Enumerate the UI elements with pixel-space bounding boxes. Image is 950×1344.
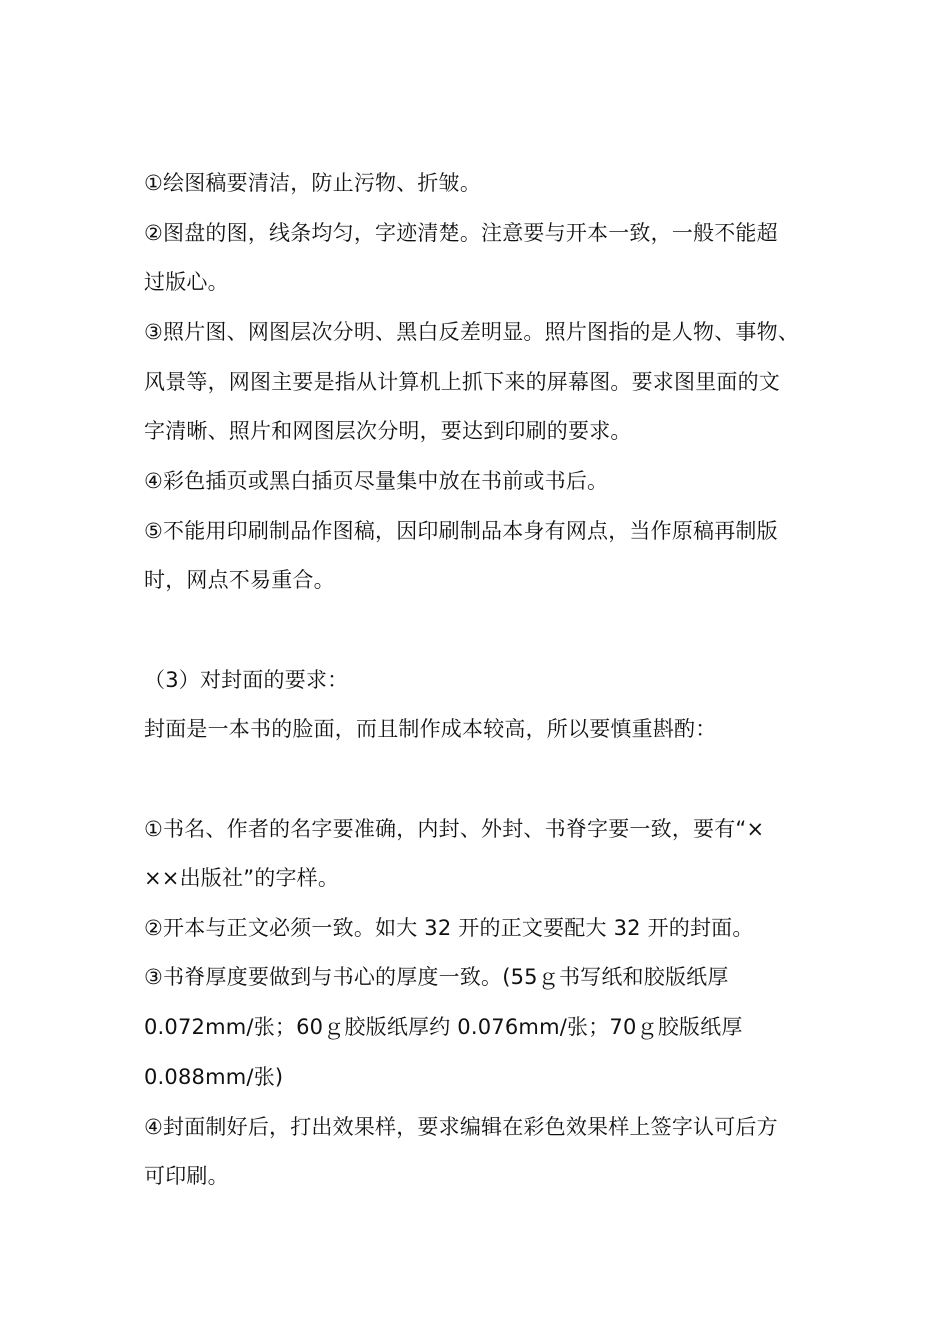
list-item: ④彩色插页或黑白插页尽量集中放在书前或书后。 bbox=[144, 469, 609, 493]
list-item: ④封面制好后，打出效果样，要求编辑在彩色效果样上签字认可后方 bbox=[144, 1115, 778, 1139]
list-item-continuation: 0.088mm/张) bbox=[144, 1065, 284, 1089]
list-item: ②图盘的图，线条均匀，字迹清楚。注意要与开本一致，一般不能超 bbox=[144, 221, 778, 245]
list-item-continuation: 过版心。 bbox=[144, 270, 229, 294]
list-item: ③照片图、网图层次分明、黑白反差明显。照片图指的是人物、事物、 bbox=[144, 320, 800, 344]
list-item: ①绘图稿要清洁，防止污物、折皱。 bbox=[144, 171, 482, 195]
list-item-continuation: ××出版社”的字样。 bbox=[144, 866, 340, 890]
section-intro: 封面是一本书的脸面，而且制作成本较高，所以要慎重斟酌： bbox=[144, 717, 717, 741]
list-item-continuation: 风景等，网图主要是指从计算机上抓下来的屏幕图。要求图里面的文 bbox=[144, 370, 780, 394]
list-item-continuation: 时，网点不易重合。 bbox=[144, 568, 335, 592]
list-item-continuation: 0.072mm/张；60ｇ胶版纸厚约 0.076mm/张；70ｇ胶版纸厚 bbox=[144, 1015, 743, 1039]
section-heading: （3）对封面的要求： bbox=[144, 668, 349, 692]
list-item: ②开本与正文必须一致。如大 32 开的正文要配大 32 开的封面。 bbox=[144, 916, 754, 940]
list-item-continuation: 可印刷。 bbox=[144, 1164, 229, 1188]
list-item: ⑤不能用印刷制品作图稿，因印刷制品本身有网点，当作原稿再制版 bbox=[144, 519, 778, 543]
list-item: ①书名、作者的名字要准确，内封、外封、书脊字要一致，要有“× bbox=[144, 817, 765, 841]
list-item: ③书脊厚度要做到与书心的厚度一致。(55ｇ书写纸和胶版纸厚 bbox=[144, 965, 729, 989]
list-item-continuation: 字清晰、照片和网图层次分明，要达到印刷的要求。 bbox=[144, 419, 632, 443]
